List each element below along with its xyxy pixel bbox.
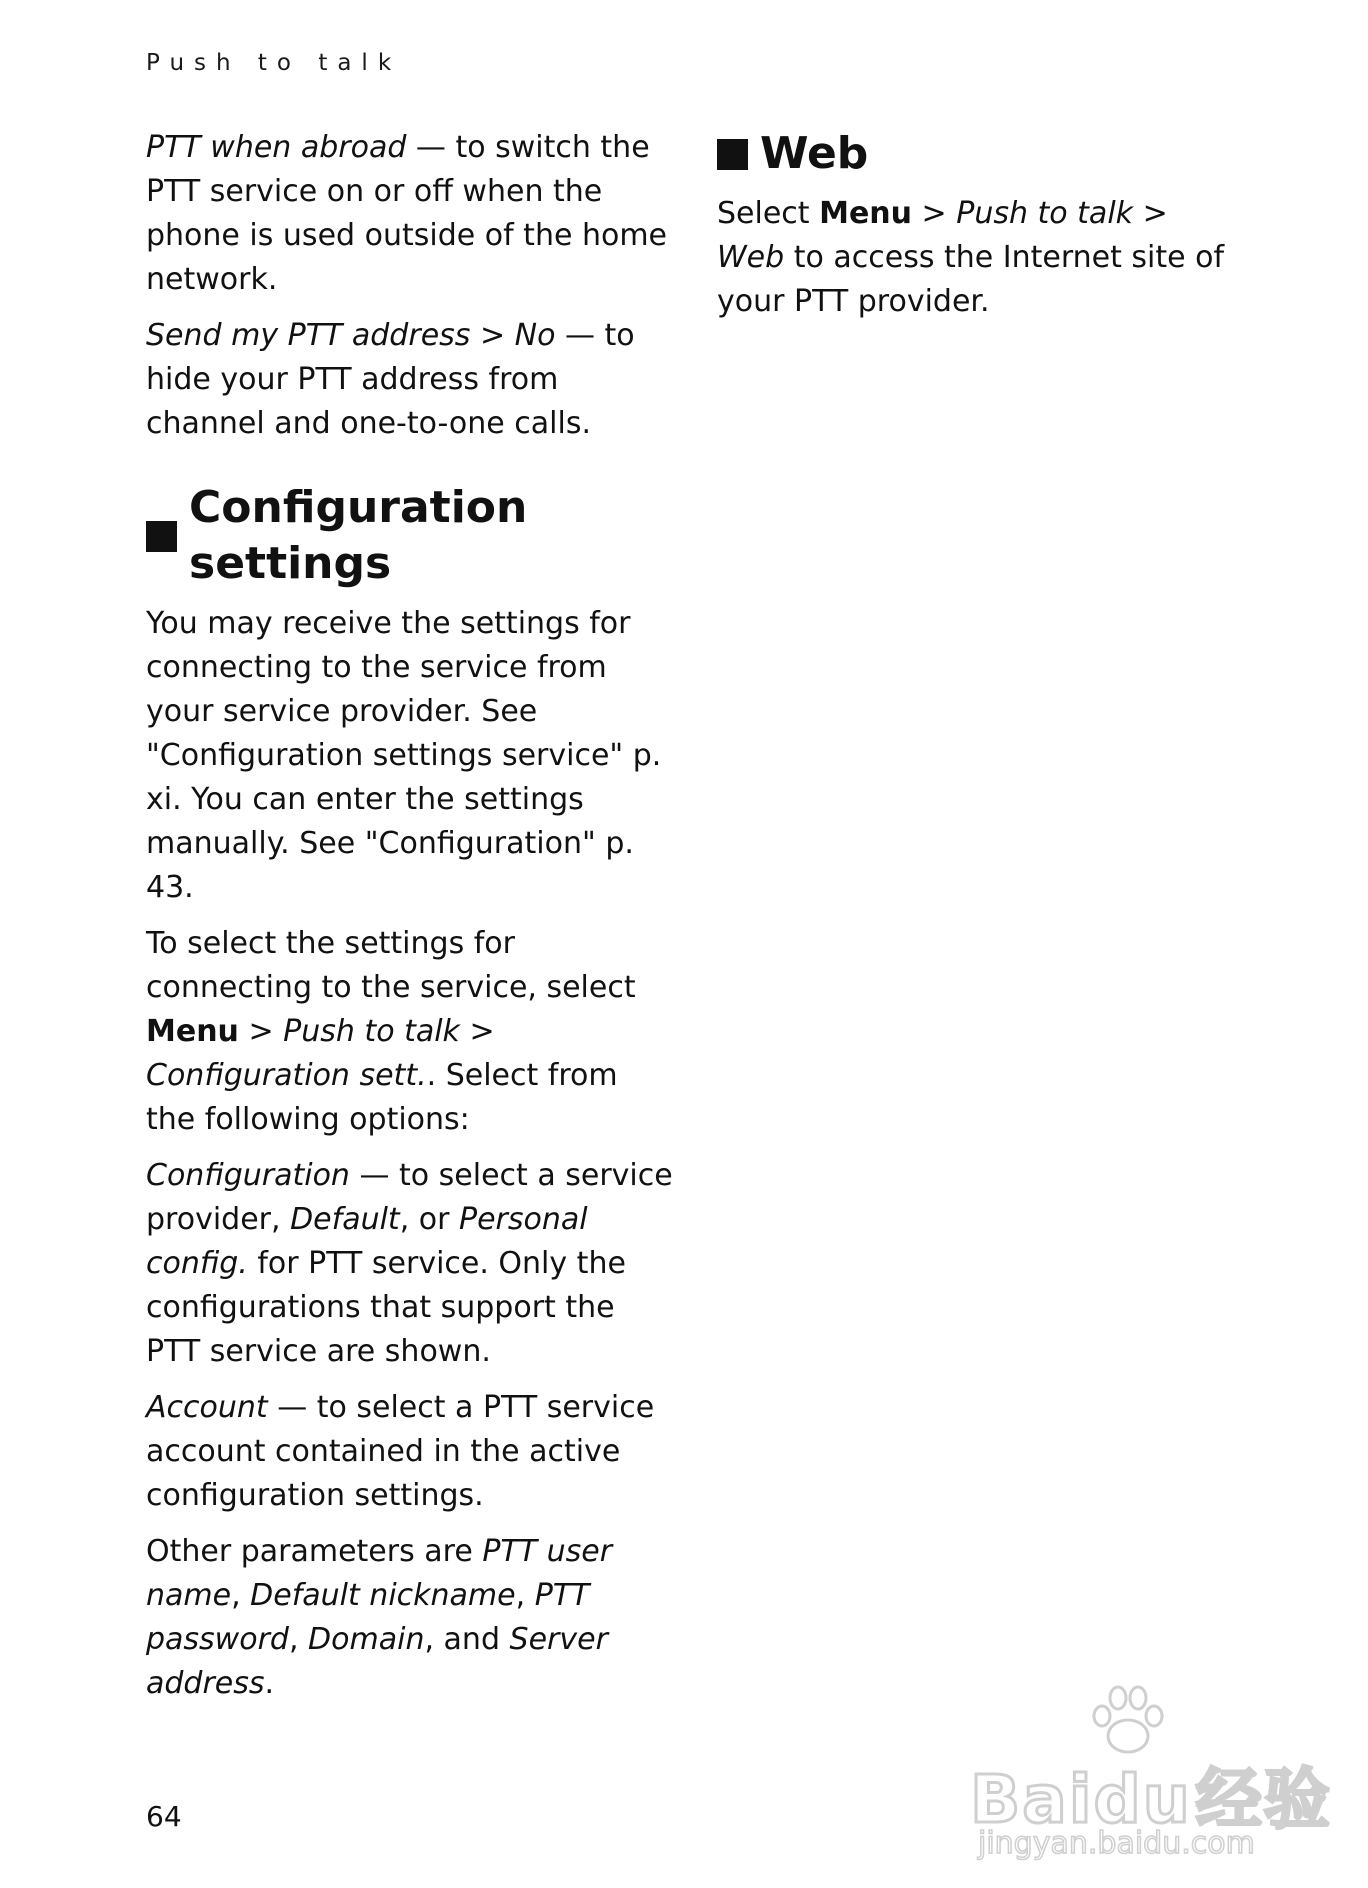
send-address-term: Send my PTT address [146,318,471,353]
configuration-sett-term: Configuration sett. [146,1058,427,1093]
domain-term: Domain [308,1622,425,1657]
account-option-term: Account [146,1390,268,1425]
push-to-talk-term: Push to talk [956,196,1134,231]
watermark-url: jingyan.baidu.com [978,1826,1255,1861]
push-to-talk-term: Push to talk [283,1014,460,1049]
heading-square-icon [717,139,748,170]
baidu-jingyan-watermark [970,1680,1332,1861]
send-address-value: No [514,318,556,353]
web-text-2: to access the Internet site of your PTT provider. [717,240,1225,319]
comma: , [231,1578,251,1613]
other-params-text-2: , and [424,1622,510,1657]
configuration-settings-heading [146,480,676,592]
web-paragraph [717,192,1237,324]
web-text-1: Select [717,196,820,231]
select-text-1: To select the settings for connecting to the service, select [146,926,636,1005]
send-address-paragraph [146,314,676,446]
ptt-abroad-term: PTT when abroad [146,130,407,165]
menu-separator: > [459,1014,495,1049]
right-column [717,126,1237,336]
server-address-term: Server address [146,1622,608,1701]
default-term: Default [290,1202,400,1237]
ptt-password-term: PTT password [146,1578,590,1657]
configuration-option-text-1: — to select a service provider, [146,1158,673,1237]
other-parameters-paragraph [146,1530,676,1706]
configuration-intro-paragraph: You may receive the settings for connecting to the service from your service provider. See "Configuration settings service" p. xi. You can enter the settings manually. See "Configuration" p. 43. [146,606,662,905]
ptt-abroad-paragraph [146,126,676,302]
select-settings-paragraph [146,922,676,1142]
web-heading [717,126,1237,182]
left-column [146,126,676,1718]
watermark-brand-cn: 经验 [1195,1761,1332,1838]
comma: , [515,1578,535,1613]
account-option-text: — to select a PTT service account contained in the active configuration settings. [146,1390,655,1513]
send-address-text: — to hide your PTT address from channel and one-to-one calls. [146,318,635,441]
web-term: Web [717,240,785,275]
running-header: Push to talk [146,50,402,76]
menu-term: Menu [146,1014,239,1049]
select-text-2: . Select from the following options: [146,1058,618,1137]
configuration-heading-text: Configuration settings [189,482,528,589]
menu-separator: > [470,318,515,353]
account-option-paragraph [146,1386,676,1518]
page-number: 64 [146,1800,182,1833]
other-params-text-1: Other parameters are [146,1534,483,1569]
default-nickname-term: Default nickname [250,1578,516,1613]
menu-separator: > [912,196,957,231]
ptt-user-name-term: PTT user name [146,1534,613,1613]
personal-config-term: Personal config. [146,1202,588,1281]
ptt-abroad-text: — to switch the PTT service on or off when the phone is used outside of the home network. [146,130,668,297]
configuration-option-text-3: for PTT service. Only the configurations that support the PTT service are shown. [146,1246,626,1369]
menu-separator: > [1133,196,1168,231]
menu-term: Menu [819,196,913,231]
web-heading-text: Web [760,128,869,179]
configuration-option-term: Configuration [146,1158,350,1193]
configuration-option-paragraph [146,1154,676,1374]
other-params-text-3: . [264,1666,275,1701]
watermark-brand-latin: Baidu [970,1761,1192,1838]
comma: , [288,1622,309,1657]
menu-separator: > [238,1014,284,1049]
configuration-option-text-2: , or [399,1202,459,1237]
heading-square-icon [146,521,177,552]
